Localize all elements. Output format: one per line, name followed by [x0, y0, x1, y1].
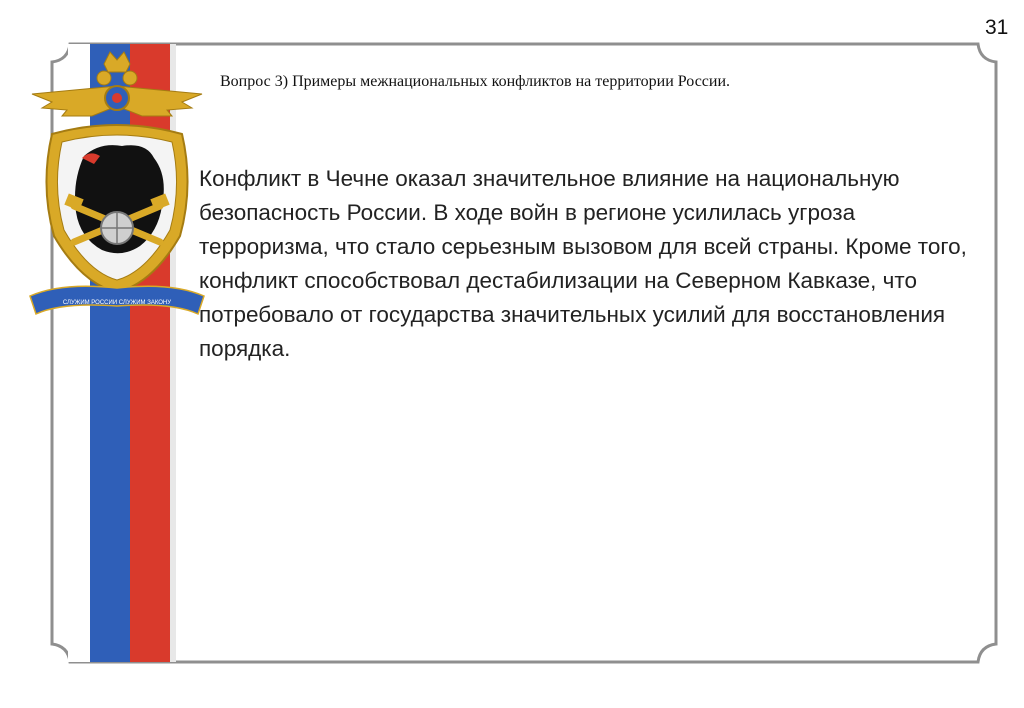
crown-icon: [104, 52, 130, 72]
body-paragraph: Конфликт в Чечне оказал значительное влияние на национальную безопасность России. В ходе войн в регионе усилилась угроза терроризма, что стало серьезным вызовом для всей страны. Кроме того, конфликт способствовал дестабилизации на Северном Кавказе, что потребовало от государства значительных усилий для восстановления порядка.: [199, 166, 967, 361]
eagle-wing-left-icon: [32, 86, 117, 116]
ribbon-text: СЛУЖИМ РОССИИ СЛУЖИМ ЗАКОНУ: [62, 300, 172, 306]
eagle-wing-right-icon: [117, 86, 202, 116]
question-heading: Вопрос 3) Примеры межнациональных конфликтов на территории России.: [220, 73, 731, 90]
slide-number: 31: [985, 16, 1009, 39]
emblem-logo: [22, 46, 212, 326]
